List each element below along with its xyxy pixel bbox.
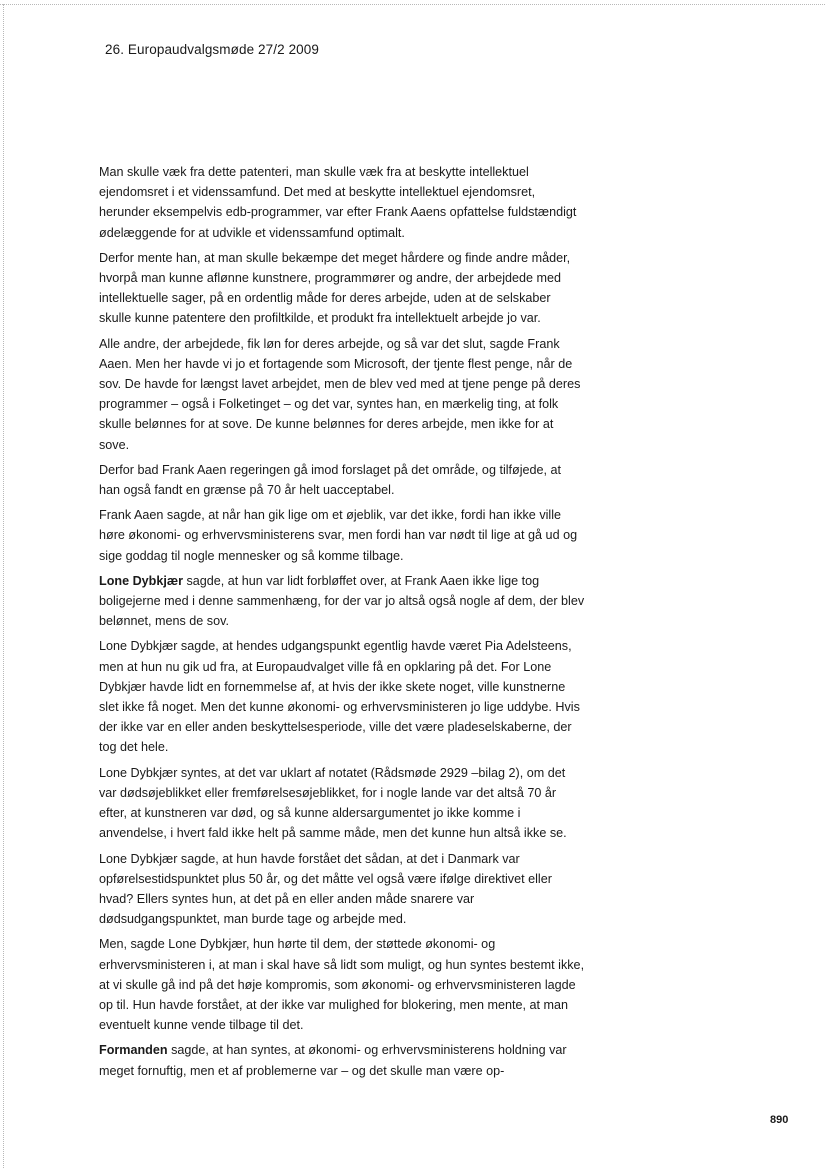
paragraph: [99, 636, 585, 757]
speaker-name: Formanden: [99, 1043, 168, 1058]
paragraph: [99, 934, 585, 1035]
paragraph: [99, 460, 585, 500]
paragraph-text: Man skulle væk fra dette patenteri, man skulle væk fra at beskytte intellektuel ejendomsret i et videnssamfund. Det med at beskytte intellektuel ejendomsret, herunder eksempelvis edb-programmer, var efter Frank Aaens opfattelse fuldstændigt ødelæggende for at udvikle et videnssamfund optimalt.: [99, 165, 577, 240]
paragraph-text: Lone Dybkjær sagde, at hun havde forstået det sådan, at det i Danmark var opførelsestidspunktet plus 50 år, og det måtte vel også være ifølge direktivet eller hvad? Ellers syntes hun, at det på en eller anden måde snarere var dødsudgangspunktet, man burde tage og arbejde med.: [99, 851, 552, 927]
scan-border-left: [3, 4, 4, 1168]
page-header: 26. Europaudvalgsmøde 27/2 2009: [105, 42, 319, 57]
paragraph: [99, 571, 585, 632]
paragraph: [99, 763, 585, 844]
paragraph-text: Lone Dybkjær syntes, at det var uklart af notatet (Rådsmøde 2929 –bilag 2), om det var dødsøjeblikket eller fremførelsesøjeblikket, for i nogle lande var det altså 70 år efter, at kunstneren var død, og så kunne aldersargumentet jo ikke komme i anvendelse, i hvert fald ikke helt på samme måde, men det kunne hun altså ikke se.: [99, 765, 567, 841]
paragraph-text: Derfor bad Frank Aaen regeringen gå imod forslaget på det område, og tilføjede, at han også fandt en grænse på 70 år helt uacceptabel.: [99, 462, 562, 498]
paragraph: [99, 334, 585, 455]
paragraph: [99, 505, 585, 566]
document-body: [99, 162, 585, 1086]
paragraph: [99, 248, 585, 329]
paragraph-text: Men, sagde Lone Dybkjær, hun hørte til dem, der støttede økonomi- og erhvervsministeren i, at man i skal have så lidt som muligt, og hun syntes bestemt ikke, at vi skulle gå ind på det høje kompromis, som økonomi- og erhvervsministeren lagde op til. Hun havde forstået, at der ikke var mulighed for blokering, men mente, at man eventuelt kunne vende tilbage til det.: [99, 937, 585, 1033]
paragraph-text: Alle andre, der arbejdede, fik løn for deres arbejde, og så var det slut, sagde Frank Aaen. Men her havde vi jo et fortagende som Microsoft, der tjente flest penge, når de sov. De havde for længst lavet arbejdet, men de blev ved med at tjene penge på deres programmer – også i Folketinget – og det var, syntes han, en mærkelig ting, at folk skulle belønnes for at sove. De kunne belønnes for deres arbejde, men ikke for at sove.: [99, 336, 581, 452]
speaker-name: Lone Dybkjær: [99, 573, 183, 588]
paragraph-text: Lone Dybkjær sagde, at hendes udgangspunkt egentlig havde været Pia Adelsteens, men at hun nu gik ud fra, at Europaudvalget ville få en opklaring på det. For Lone Dybkjær havde lidt en fornemmelse af, at hvis der ikke skete noget, ville kunstnerne slet ikke få noget. Men det kunne økonomi- og erhvervsministeren jo lige uddybe. Hvis der ikke var en eller anden beskyttelsesperiode, ville det være pladeselskaberne, der tog det hele.: [99, 639, 580, 755]
paragraph: [99, 849, 585, 930]
paragraph-text: Frank Aaen sagde, at når han gik lige om et øjeblik, var det ikke, fordi han ikke ville høre økonomi- og erhvervsministerens svar, men fordi han var nødt til lige at gå ud og sige goddag til nogle mennesker og så komme tilbage.: [99, 508, 578, 563]
paragraph: [99, 1040, 585, 1080]
page-number: 890: [770, 1114, 789, 1126]
paragraph-text: sagde, at hun var lidt forbløffet over, at Frank Aaen ikke lige tog boligejerne med i denne sammenhæng, for der var jo altså også nogle af dem, der blev belønnet, mens de sov.: [99, 573, 585, 629]
paragraph: [99, 162, 585, 243]
paragraph-text: sagde, at han syntes, at økonomi- og erhvervsministerens holdning var meget fornuftig, men et af problemerne var – og det skulle man være op-: [99, 1043, 567, 1078]
paragraph-text: Derfor mente han, at man skulle bekæmpe det meget hårdere og finde andre måder, hvorpå man kunne aflønne kunstnere, programmører og andre, der arbejdede med intellektuelle sager, på en ordentlig måde for deres arbejde, uden at de selskaber skulle kunne patentere den profiltkilde, et produkt fra intellektuelt arbejde jo var.: [99, 250, 571, 326]
scan-border-top: [0, 4, 825, 5]
